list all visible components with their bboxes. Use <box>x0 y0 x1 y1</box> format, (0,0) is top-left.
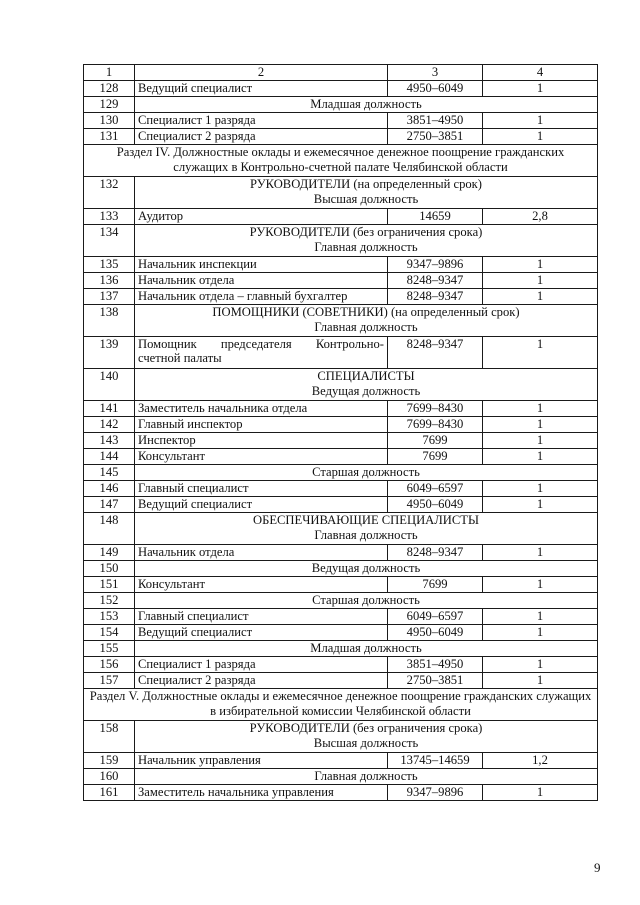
row-number: 159 <box>84 753 135 769</box>
salary-range: 4950–6049 <box>388 81 483 97</box>
row-number: 139 <box>84 337 135 369</box>
group-heading <box>135 177 598 209</box>
salary-range: 8248–9347 <box>388 545 483 561</box>
row-number: 157 <box>84 673 135 689</box>
group-heading-row <box>84 513 598 545</box>
row-number: 128 <box>84 81 135 97</box>
group-title: Младшая должность <box>310 641 422 655</box>
salary-range: 3851–4950 <box>388 657 483 673</box>
row-number: 151 <box>84 577 135 593</box>
coefficient: 1 <box>483 577 598 593</box>
position-name: Главный специалист <box>135 481 388 497</box>
row-number: 145 <box>84 465 135 481</box>
salary-range: 7699 <box>388 449 483 465</box>
coefficient: 1 <box>483 417 598 433</box>
group-heading-row <box>84 369 598 401</box>
coefficient: 1 <box>483 449 598 465</box>
coefficient: 1 <box>483 497 598 513</box>
section-heading: Раздел V. Должностные оклады и ежемесячное денежное поощрение гражданских служащих в избирательной комиссии Челябинской области <box>84 689 598 721</box>
salary-range: 8248–9347 <box>388 289 483 305</box>
group-title: Главная должность <box>314 769 418 783</box>
group-heading <box>135 513 598 545</box>
group-heading <box>135 593 598 609</box>
salary-range: 8248–9347 <box>388 337 483 369</box>
position-name: Начальник управления <box>135 753 388 769</box>
group-title: ОБЕСПЕЧИВАЮЩИЕ СПЕЦИАЛИСТЫ <box>253 513 479 527</box>
section-heading: Раздел IV. Должностные оклады и ежемесячное денежное поощрение гражданских служащих в Контрольно-счетной палате Челябинской области <box>84 145 598 177</box>
row-number: 132 <box>84 177 135 209</box>
coefficient: 1 <box>483 113 598 129</box>
row-number: 156 <box>84 657 135 673</box>
header-col-3: 3 <box>388 65 483 81</box>
salary-range: 7699 <box>388 433 483 449</box>
group-subtitle: Главная должность <box>314 528 418 542</box>
salary-range: 13745–14659 <box>388 753 483 769</box>
row-number: 144 <box>84 449 135 465</box>
group-heading <box>135 721 598 753</box>
group-heading <box>135 561 598 577</box>
group-heading <box>135 641 598 657</box>
salary-range: 3851–4950 <box>388 113 483 129</box>
salary-range: 6049–6597 <box>388 609 483 625</box>
table-row <box>84 337 598 369</box>
position-name: Ведущий специалист <box>135 497 388 513</box>
salary-range: 4950–6049 <box>388 625 483 641</box>
row-number: 158 <box>84 721 135 753</box>
row-number: 141 <box>84 401 135 417</box>
salary-range: 9347–9896 <box>388 257 483 273</box>
page-number: 9 <box>594 860 601 875</box>
position-name: Специалист 2 разряда <box>135 129 388 145</box>
group-title: РУКОВОДИТЕЛИ (на определенный срок) <box>250 177 482 191</box>
group-subtitle: Ведущая должность <box>311 384 421 398</box>
salary-range: 9347–9896 <box>388 785 483 801</box>
position-name: Консультант <box>135 449 388 465</box>
row-number: 140 <box>84 369 135 401</box>
position-name: Специалист 1 разряда <box>135 113 388 129</box>
coefficient: 1 <box>483 625 598 641</box>
coefficient: 1 <box>483 289 598 305</box>
coefficient: 1,2 <box>483 753 598 769</box>
coefficient: 1 <box>483 673 598 689</box>
group-heading <box>135 305 598 337</box>
position-name: Главный инспектор <box>135 417 388 433</box>
table-row <box>84 433 598 449</box>
table-row <box>84 673 598 689</box>
row-number: 134 <box>84 225 135 257</box>
row-number: 133 <box>84 209 135 225</box>
row-number: 142 <box>84 417 135 433</box>
group-title: СПЕЦИАЛИСТЫ <box>317 369 415 383</box>
group-heading-row <box>84 225 598 257</box>
section-heading-row <box>84 145 598 177</box>
group-heading-row <box>84 593 598 609</box>
row-number: 135 <box>84 257 135 273</box>
position-name: Помощник председателя Контрольно-счетной палаты <box>135 337 388 369</box>
group-heading-row <box>84 305 598 337</box>
position-name: Инспектор <box>135 433 388 449</box>
table-header-row <box>84 65 598 81</box>
row-number: 154 <box>84 625 135 641</box>
position-name: Специалист 2 разряда <box>135 673 388 689</box>
group-subtitle: Главная должность <box>314 240 418 254</box>
salary-range: 7699 <box>388 577 483 593</box>
table-row <box>84 81 598 97</box>
row-number: 153 <box>84 609 135 625</box>
group-title: ПОМОЩНИКИ (СОВЕТНИКИ) (на определенный срок) <box>212 305 520 319</box>
coefficient: 1 <box>483 481 598 497</box>
group-title: Старшая должность <box>312 465 420 479</box>
salary-range: 14659 <box>388 209 483 225</box>
header-col-2: 2 <box>135 65 388 81</box>
table-row <box>84 785 598 801</box>
coefficient: 1 <box>483 337 598 369</box>
table-row <box>84 497 598 513</box>
row-number: 129 <box>84 97 135 113</box>
coefficient: 1 <box>483 609 598 625</box>
table-row <box>84 113 598 129</box>
table-row <box>84 289 598 305</box>
table-row <box>84 129 598 145</box>
row-number: 137 <box>84 289 135 305</box>
table-row <box>84 481 598 497</box>
salary-table-body <box>84 65 598 801</box>
position-name: Ведущий специалист <box>135 625 388 641</box>
group-heading <box>135 97 598 113</box>
row-number: 160 <box>84 769 135 785</box>
position-name: Начальник отдела <box>135 273 388 289</box>
group-heading-row <box>84 721 598 753</box>
position-name: Начальник инспекции <box>135 257 388 273</box>
row-number: 150 <box>84 561 135 577</box>
position-name: Начальник отдела <box>135 545 388 561</box>
group-heading-row <box>84 641 598 657</box>
row-number: 147 <box>84 497 135 513</box>
table-row <box>84 417 598 433</box>
coefficient: 1 <box>483 433 598 449</box>
group-heading <box>135 769 598 785</box>
row-number: 161 <box>84 785 135 801</box>
table-row <box>84 401 598 417</box>
group-heading-row <box>84 561 598 577</box>
group-heading-row <box>84 97 598 113</box>
position-name: Главный специалист <box>135 609 388 625</box>
position-name: Заместитель начальника управления <box>135 785 388 801</box>
table-row <box>84 609 598 625</box>
salary-range: 8248–9347 <box>388 273 483 289</box>
group-title: РУКОВОДИТЕЛИ (без ограничения срока) <box>249 225 483 239</box>
group-heading <box>135 369 598 401</box>
group-title: Ведущая должность <box>311 561 421 575</box>
position-name: Ведущий специалист <box>135 81 388 97</box>
table-row <box>84 577 598 593</box>
table-row <box>84 449 598 465</box>
row-number: 130 <box>84 113 135 129</box>
table-row <box>84 209 598 225</box>
salary-range: 7699–8430 <box>388 401 483 417</box>
row-number: 152 <box>84 593 135 609</box>
salary-range: 7699–8430 <box>388 417 483 433</box>
row-number: 131 <box>84 129 135 145</box>
position-name: Аудитор <box>135 209 388 225</box>
coefficient: 1 <box>483 273 598 289</box>
header-col-4: 4 <box>483 65 598 81</box>
position-name: Консультант <box>135 577 388 593</box>
group-heading-row <box>84 769 598 785</box>
position-name: Начальник отдела – главный бухгалтер <box>135 289 388 305</box>
section-heading-row <box>84 689 598 721</box>
group-subtitle: Высшая должность <box>313 192 419 206</box>
table-row <box>84 273 598 289</box>
position-name: Специалист 1 разряда <box>135 657 388 673</box>
coefficient: 1 <box>483 785 598 801</box>
row-number: 149 <box>84 545 135 561</box>
group-subtitle: Главная должность <box>314 320 418 334</box>
position-name: Заместитель начальника отдела <box>135 401 388 417</box>
group-title: РУКОВОДИТЕЛИ (без ограничения срока) <box>249 721 483 735</box>
coefficient: 1 <box>483 257 598 273</box>
row-number: 136 <box>84 273 135 289</box>
group-title: Старшая должность <box>312 593 420 607</box>
group-heading-row <box>84 177 598 209</box>
row-number: 138 <box>84 305 135 337</box>
table-row <box>84 545 598 561</box>
row-number: 146 <box>84 481 135 497</box>
group-heading <box>135 225 598 257</box>
coefficient: 2,8 <box>483 209 598 225</box>
group-subtitle: Высшая должность <box>313 736 419 750</box>
row-number: 148 <box>84 513 135 545</box>
salary-table <box>83 64 598 801</box>
table-row <box>84 657 598 673</box>
coefficient: 1 <box>483 129 598 145</box>
group-title: Младшая должность <box>310 97 422 111</box>
coefficient: 1 <box>483 401 598 417</box>
coefficient: 1 <box>483 657 598 673</box>
group-heading <box>135 465 598 481</box>
row-number: 143 <box>84 433 135 449</box>
group-heading-row <box>84 465 598 481</box>
salary-range: 2750–3851 <box>388 129 483 145</box>
table-row <box>84 625 598 641</box>
coefficient: 1 <box>483 545 598 561</box>
coefficient: 1 <box>483 81 598 97</box>
salary-range: 2750–3851 <box>388 673 483 689</box>
table-row <box>84 753 598 769</box>
header-col-1: 1 <box>84 65 135 81</box>
table-row <box>84 257 598 273</box>
row-number: 155 <box>84 641 135 657</box>
salary-range: 6049–6597 <box>388 481 483 497</box>
salary-range: 4950–6049 <box>388 497 483 513</box>
